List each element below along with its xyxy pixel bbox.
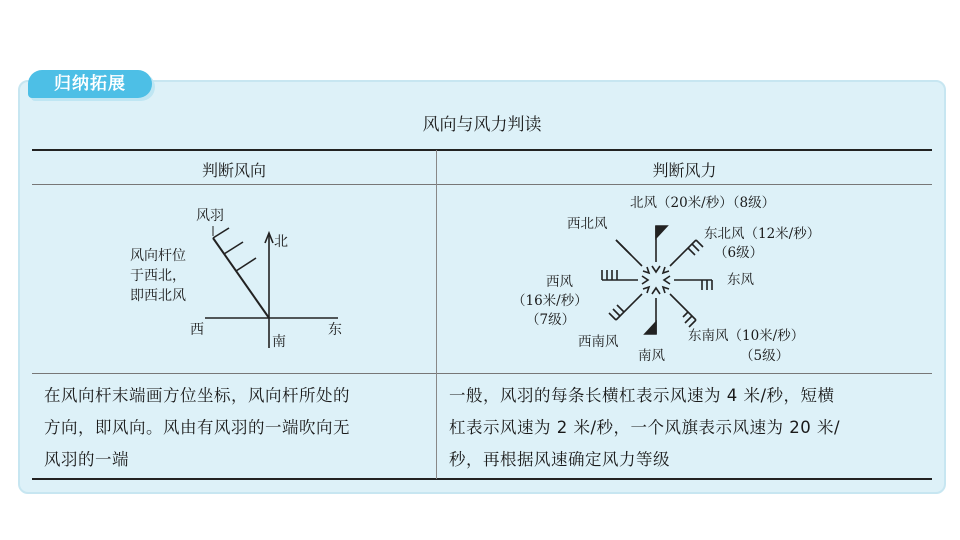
west-level-label: （7级） [526, 312, 576, 328]
north-flag [656, 226, 667, 238]
force-description-line1: 一般，风羽的每条长横杠表示风速为 4 米/秒，短横 [449, 386, 835, 405]
southeast-level-label: （5级） [740, 348, 790, 364]
feather-label: 风羽 [196, 208, 224, 224]
southwest-feather-1 [609, 313, 616, 320]
northwest-wind-label: 西北风 [567, 216, 608, 232]
arrowhead-nw [643, 267, 649, 273]
arrowhead-se [663, 287, 669, 293]
arrowhead-n [652, 266, 660, 272]
force-description-line2: 杠表示风速为 2 米/秒，一个风旗表示风速为 20 米/ [449, 418, 841, 437]
north-label: 北 [274, 234, 288, 250]
northeast-wind-label: 东北风（12米/秒） [704, 226, 821, 242]
southwest-feather-3 [617, 305, 624, 312]
table-title: 风向与风力判读 [422, 115, 542, 135]
northeast-level-label: （6级） [714, 245, 764, 261]
northeast-feather-3 [688, 248, 695, 255]
south-wind-label: 南风 [638, 348, 665, 364]
northwest-feather-3 [624, 248, 631, 255]
east-label: 东 [328, 322, 342, 338]
northeast-feather-1 [696, 240, 703, 247]
force-description [449, 380, 929, 476]
southwest-wind-label: 西南风 [578, 334, 619, 350]
west-speed-label: （16米/秒） [512, 293, 588, 309]
southwest-feather-2 [613, 309, 620, 316]
force-description-line3: 秒，再根据风速确定风力等级 [449, 450, 670, 469]
north-wind-label: 北风（20米/秒）（8级） [630, 195, 776, 211]
pole-label-line1: 风向杆位 [130, 248, 186, 264]
arrowhead-e [664, 276, 670, 284]
southeast-feather-3 [683, 312, 688, 317]
southeast-feather-1 [689, 320, 696, 327]
direction-description-line2: 方向，即风向。风由有风羽的一端吹向无 [44, 418, 350, 437]
direction-description [44, 380, 434, 476]
southeast-feather-2 [685, 316, 692, 323]
south-label: 南 [272, 334, 286, 350]
direction-description-line1: 在风向杆末端画方位坐标，风向杆所处的 [44, 386, 350, 405]
northeast-feather-2 [692, 244, 699, 251]
arrowhead-s [652, 288, 660, 294]
pole-label-line3: 即西北风 [130, 288, 186, 304]
arrowhead-ne [663, 267, 669, 273]
direction-description-line3: 风羽的一端 [44, 450, 129, 469]
section-badge: 归纳拓展 [28, 70, 152, 98]
west-label: 西 [190, 322, 204, 338]
arrowhead-sw [643, 287, 649, 293]
column-header-direction: 判断风向 [201, 161, 266, 180]
arrowhead-w [642, 276, 648, 284]
south-flag [645, 322, 656, 334]
pole-label-line2: 于西北， [130, 268, 186, 284]
column-header-force: 判断风力 [652, 161, 717, 180]
west-wind-label: 西风 [546, 274, 573, 290]
east-wind-label: 东风 [727, 272, 754, 288]
southeast-wind-label: 东南风（10米/秒） [688, 328, 805, 344]
